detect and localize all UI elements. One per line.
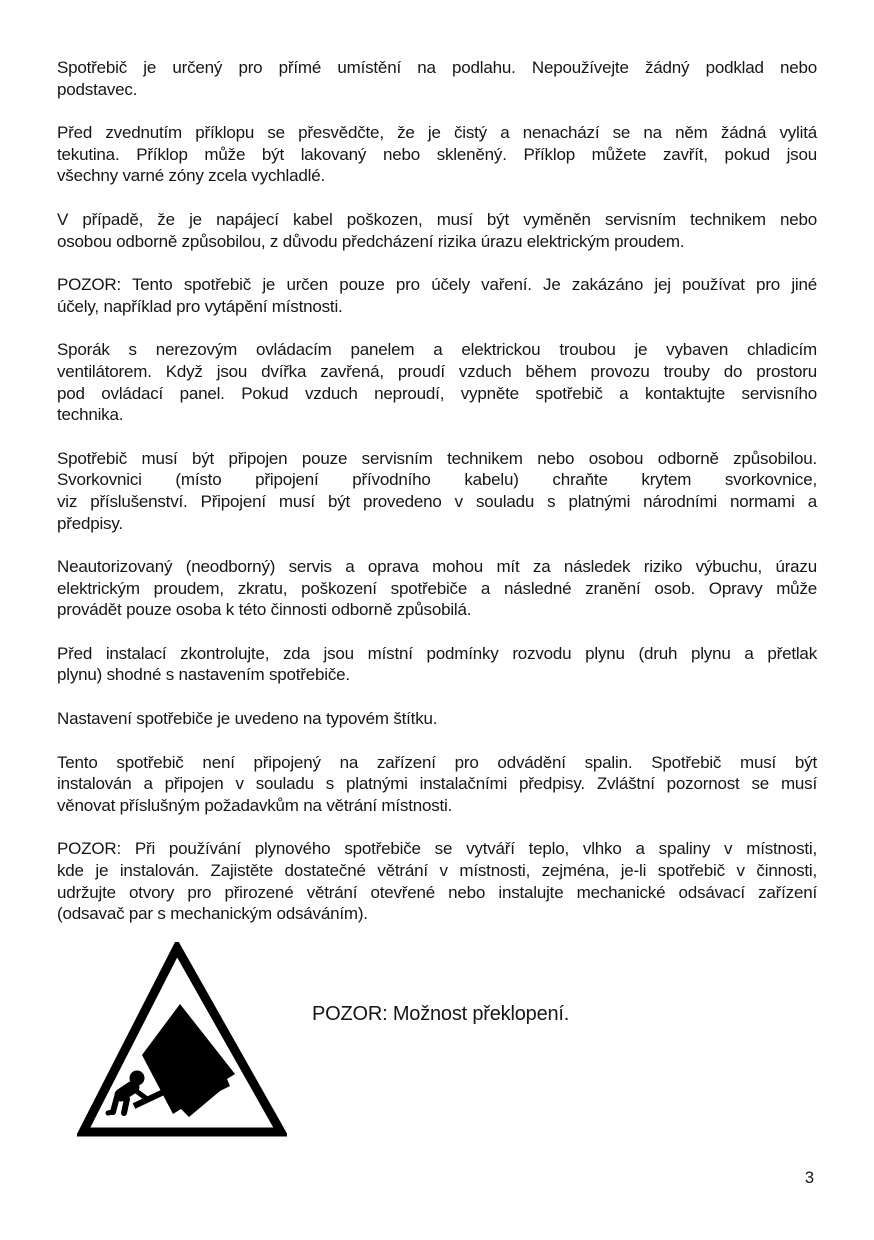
paragraph-line: pod ovládací panel. Pokud vzduch neproudí, vypněte spotřebič a kontaktujte servisního: [57, 383, 817, 403]
paragraph-line: elektrickým proudem, zkratu, poškození spotřebiče a následné zranění osob. Opravy může: [57, 578, 817, 598]
paragraph-line: Neautorizovaný (neodborný) servis a oprava mohou mít za následek riziko výbuchu, úrazu: [57, 557, 817, 577]
paragraph-line: udržujte otvory pro přirozené větrání otevřené nebo instalujte mechanické odsávací zařízení: [57, 882, 817, 902]
paragraph-line: Spotřebič musí být připojen pouze servisním technikem nebo osobou odborně způsobilou.: [57, 448, 817, 468]
paragraph: [57, 122, 817, 187]
paragraph-line: Sporák s nerezovým ovládacím panelem a elektrickou troubou je vybaven chladicím: [57, 340, 817, 360]
paragraph: [57, 209, 817, 252]
paragraph-line: předpisy.: [57, 513, 123, 533]
warning-label: POZOR: Možnost překlopení.: [312, 1002, 570, 1025]
paragraph: [57, 838, 817, 924]
paragraph-line: osobou odborně způsobilou, z důvodu předcházení rizika úrazu elektrickým proudem.: [57, 231, 685, 251]
paragraph-line: technika.: [57, 405, 124, 425]
paragraph: [57, 339, 817, 425]
paragraph-line: podstavec.: [57, 79, 138, 99]
paragraph: [57, 643, 817, 686]
paragraph: [57, 448, 817, 534]
paragraph-line: věnovat příslušným požadavkům na větrání místnosti.: [57, 795, 453, 815]
paragraph-line: Nastavení spotřebiče je uvedeno na typovém štítku.: [57, 709, 438, 729]
paragraph-line: kde je instalován. Zajistěte dostatečné větrání v místnosti, zejména, je-li spotřebič v činnosti,: [57, 861, 817, 881]
paragraph-line: plynu) shodné s nastavením spotřebiče.: [57, 665, 350, 685]
paragraph-line: instalován a připojen v souladu s platnými instalačními předpisy. Zvláštní pozornost se musí: [57, 774, 817, 794]
paragraph-line: tekutina. Příklop může být lakovaný nebo skleněný. Příklop můžete zavřít, pokud jsou: [57, 144, 817, 164]
tip-over-warning: [57, 942, 817, 1138]
paragraph: [57, 752, 817, 817]
paragraph: [57, 556, 817, 621]
paragraph-line: Spotřebič je určený pro přímé umístění na podlahu. Nepoužívejte žádný podklad nebo: [57, 58, 817, 77]
paragraph-line: (odsavač par s mechanickým odsáváním).: [57, 904, 368, 924]
paragraph: [57, 57, 817, 100]
paragraph-line: provádět pouze osoba k této činnosti odborně způsobilá.: [57, 600, 472, 620]
paragraph-line: POZOR: Tento spotřebič je určen pouze pro účely vaření. Je zakázáno jej používat pro jiné: [57, 275, 817, 295]
paragraph-line: všechny varné zóny zcela vychladlé.: [57, 166, 325, 186]
paragraph-line: viz příslušenství. Připojení musí být provedeno v souladu s platnými národními normami a: [57, 491, 817, 511]
paragraph-line: POZOR: Při používání plynového spotřebiče se vytváří teplo, vlhko a spaliny v místnosti,: [57, 839, 817, 859]
paragraph-line: Svorkovnici (místo připojení přívodního kabelu) chraňte krytem svorkovnice,: [57, 470, 817, 490]
page-number: 3: [804, 1169, 814, 1187]
paragraph-line: V případě, že je napájecí kabel poškozen, musí být vyměněn servisním technikem nebo: [57, 209, 817, 229]
paragraph-line: Tento spotřebič není připojený na zařízení pro odvádění spalin. Spotřebič musí být: [57, 752, 817, 772]
paragraphs-block: [57, 57, 817, 925]
paragraph-line: Před zvednutím příklopu se přesvědčte, že je čistý a nenachází se na něm žádná vylitá: [57, 123, 817, 143]
paragraph: [57, 274, 817, 317]
paragraph-line: účely, například pro vytápění místnosti.: [57, 296, 343, 316]
paragraph-line: Před instalací zkontrolujte, zda jsou místní podmínky rozvodu plynu (druh plynu a přetlak: [57, 643, 817, 663]
paragraph: [57, 708, 817, 730]
paragraph-line: ventilátorem. Když jsou dvířka zavřená, proudí vzduch během provozu trouby do prostoru: [57, 361, 817, 381]
tip-over-warning-icon: [77, 942, 287, 1138]
